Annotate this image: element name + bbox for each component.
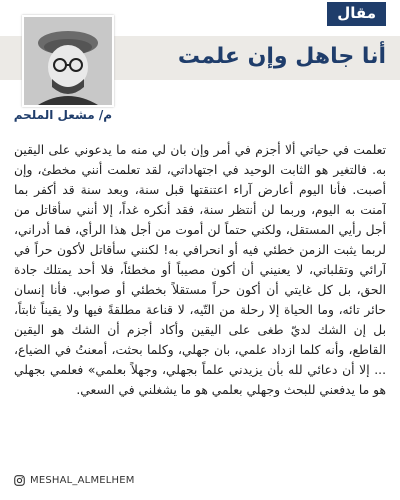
article-title: أنا جاهل وإن علمت	[177, 44, 386, 69]
author-photo	[22, 15, 114, 107]
footer	[14, 475, 135, 486]
instagram-handle[interactable]: MESHAL_ALMELHEM	[30, 475, 135, 486]
article-body: تعلمت في حياتي ألا أجزم في أمر وإن بان لي منه ما يدعوني على اليقين به. فالتغير هو الثابت الوحيد في اجتهاداتي، لقد تعلمت أنني مخطئ، وإن أصبت. فأنا اليوم أعارض آراء اعتنقتها قبل سنة، وبعد سنة قد أكفر بما آمنت به اليوم، وربما لن أنتظر سنة، فقد أنكره غداً، إلا أنني سأقاتل من أجل رأيي المستقل، ولكني حتماً لن أموت من أجل هذا الرأي، فما أدراني، لربما يثبت الزمن خطئي فيه أو انحرافي به! لكنني سأقاتل لأكون حراً في آرائي وتقلباتي، لا يعنيني أن أكون مصيباً أو مخطئاً، فلا أحد يمتلك جادة الحق، بل كل غايتي أن أكون حراً مستقلاً بخطئي أو صوابي. فأنا إنسان حائر تائه، وما الحياة إلا رحلة من التّيه، لا قناعة مطلقةً فيها ولا يقيناً ثابتاً، بل إن الشك لديّ طغى على اليقين وأكاد أجزم أن الشك هو اليقين القاطع، وأنه كلما ازداد علمي، بان جهلي، وكلما بحثت، أمعنتُ في الضياع، ... إلا أن دعائي لله بأن يزيدني علماً بجهلي، وجهلاً بعلمي» فعلمي بجهلي هو ما يدفعني للبحث وجهلي بعلمي هو ما يشغلني في السعي.	[14, 143, 386, 397]
author-name: م/ مشعل الملحم	[13, 108, 112, 122]
article-badge: مقال	[327, 2, 386, 26]
author-portrait-icon	[24, 17, 112, 105]
instagram-icon	[14, 475, 25, 486]
